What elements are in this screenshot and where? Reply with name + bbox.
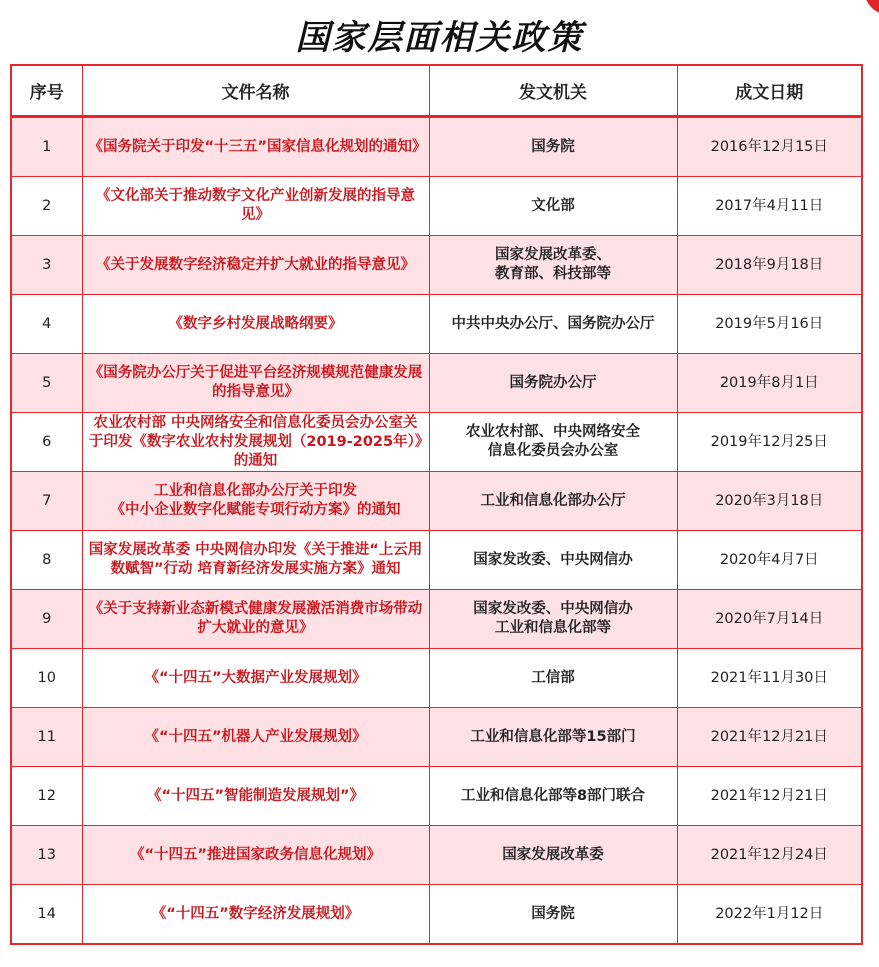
cell-org: 国家发展改革委、 教育部、科技部等 bbox=[429, 236, 677, 295]
table-row bbox=[11, 767, 862, 826]
cell-org: 国家发展改革委 bbox=[429, 826, 677, 885]
cell-org: 国家发改委、中央网信办 bbox=[429, 531, 677, 590]
cell-date: 2020年4月7日 bbox=[677, 531, 862, 590]
table-row bbox=[11, 413, 862, 472]
cell-no: 14 bbox=[11, 885, 82, 945]
cell-no: 6 bbox=[11, 413, 82, 472]
table-row bbox=[11, 295, 862, 354]
cell-name: 国家发展改革委 中央网信办印发《关于推进“上云用数赋智”行动 培育新经济发展实施方案》通知 bbox=[82, 531, 429, 590]
cell-org: 国务院办公厅 bbox=[429, 354, 677, 413]
cell-no: 7 bbox=[11, 472, 82, 531]
cell-no: 10 bbox=[11, 649, 82, 708]
cell-name: 《“十四五”智能制造发展规划”》 bbox=[82, 767, 429, 826]
cell-no: 1 bbox=[11, 117, 82, 177]
cell-org: 农业农村部、中央网络安全 信息化委员会办公室 bbox=[429, 413, 677, 472]
cell-name: 《“十四五”数字经济发展规划》 bbox=[82, 885, 429, 945]
cell-date: 2021年12月21日 bbox=[677, 767, 862, 826]
table-row bbox=[11, 117, 862, 177]
cell-org: 工信部 bbox=[429, 649, 677, 708]
table-header-row bbox=[11, 65, 862, 117]
cell-date: 2018年9月18日 bbox=[677, 236, 862, 295]
cell-org: 国务院 bbox=[429, 117, 677, 177]
cell-no: 2 bbox=[11, 177, 82, 236]
header-name: 文件名称 bbox=[82, 65, 429, 117]
cell-name: 农业农村部 中央网络安全和信息化委员会办公室关于印发《数字农业农村发展规划（2019-2025年）》的通知 bbox=[82, 413, 429, 472]
cell-name: 工业和信息化部办公厅关于印发 《中小企业数字化赋能专项行动方案》的通知 bbox=[82, 472, 429, 531]
cell-name: 《文化部关于推动数字文化产业创新发展的指导意见》 bbox=[82, 177, 429, 236]
cell-name: 《关于发展数字经济稳定并扩大就业的指导意见》 bbox=[82, 236, 429, 295]
table-row bbox=[11, 531, 862, 590]
policy-table bbox=[10, 64, 863, 945]
cell-name: 《“十四五”机器人产业发展规划》 bbox=[82, 708, 429, 767]
cell-no: 8 bbox=[11, 531, 82, 590]
cell-name: 《“十四五”推进国家政务信息化规划》 bbox=[82, 826, 429, 885]
table-row bbox=[11, 472, 862, 531]
cell-no: 13 bbox=[11, 826, 82, 885]
table-row bbox=[11, 236, 862, 295]
cell-date: 2019年12月25日 bbox=[677, 413, 862, 472]
cell-name: 《国务院办公厅关于促进平台经济规模规范健康发展的指导意见》 bbox=[82, 354, 429, 413]
corner-decoration bbox=[865, 0, 879, 14]
cell-org: 国家发改委、中央网信办 工业和信息化部等 bbox=[429, 590, 677, 649]
cell-no: 9 bbox=[11, 590, 82, 649]
cell-date: 2020年3月18日 bbox=[677, 472, 862, 531]
cell-org: 工业和信息化部等8部门联合 bbox=[429, 767, 677, 826]
cell-org: 中共中央办公厅、国务院办公厅 bbox=[429, 295, 677, 354]
cell-name: 《“十四五”大数据产业发展规划》 bbox=[82, 649, 429, 708]
cell-date: 2021年12月21日 bbox=[677, 708, 862, 767]
table-row bbox=[11, 826, 862, 885]
table-row bbox=[11, 649, 862, 708]
cell-no: 11 bbox=[11, 708, 82, 767]
cell-name: 《数字乡村发展战略纲要》 bbox=[82, 295, 429, 354]
cell-date: 2016年12月15日 bbox=[677, 117, 862, 177]
cell-date: 2021年12月24日 bbox=[677, 826, 862, 885]
cell-org: 工业和信息化部办公厅 bbox=[429, 472, 677, 531]
table-row bbox=[11, 708, 862, 767]
cell-org: 国务院 bbox=[429, 885, 677, 945]
page-title: 国家层面相关政策 bbox=[295, 18, 584, 58]
table-row bbox=[11, 354, 862, 413]
header-org: 发文机关 bbox=[429, 65, 677, 117]
cell-date: 2020年7月14日 bbox=[677, 590, 862, 649]
cell-date: 2021年11月30日 bbox=[677, 649, 862, 708]
cell-date: 2019年5月16日 bbox=[677, 295, 862, 354]
cell-date: 2019年8月1日 bbox=[677, 354, 862, 413]
header-date: 成文日期 bbox=[677, 65, 862, 117]
cell-no: 3 bbox=[11, 236, 82, 295]
cell-no: 5 bbox=[11, 354, 82, 413]
cell-no: 12 bbox=[11, 767, 82, 826]
cell-date: 2022年1月12日 bbox=[677, 885, 862, 945]
cell-date: 2017年4月11日 bbox=[677, 177, 862, 236]
cell-org: 工业和信息化部等15部门 bbox=[429, 708, 677, 767]
header-no: 序号 bbox=[11, 65, 82, 117]
table-row bbox=[11, 177, 862, 236]
table-row bbox=[11, 590, 862, 649]
cell-name: 《关于支持新业态新模式健康发展激活消费市场带动扩大就业的意见》 bbox=[82, 590, 429, 649]
table-row bbox=[11, 885, 862, 945]
cell-no: 4 bbox=[11, 295, 82, 354]
cell-org: 文化部 bbox=[429, 177, 677, 236]
cell-name: 《国务院关于印发“十三五”国家信息化规划的通知》 bbox=[82, 117, 429, 177]
